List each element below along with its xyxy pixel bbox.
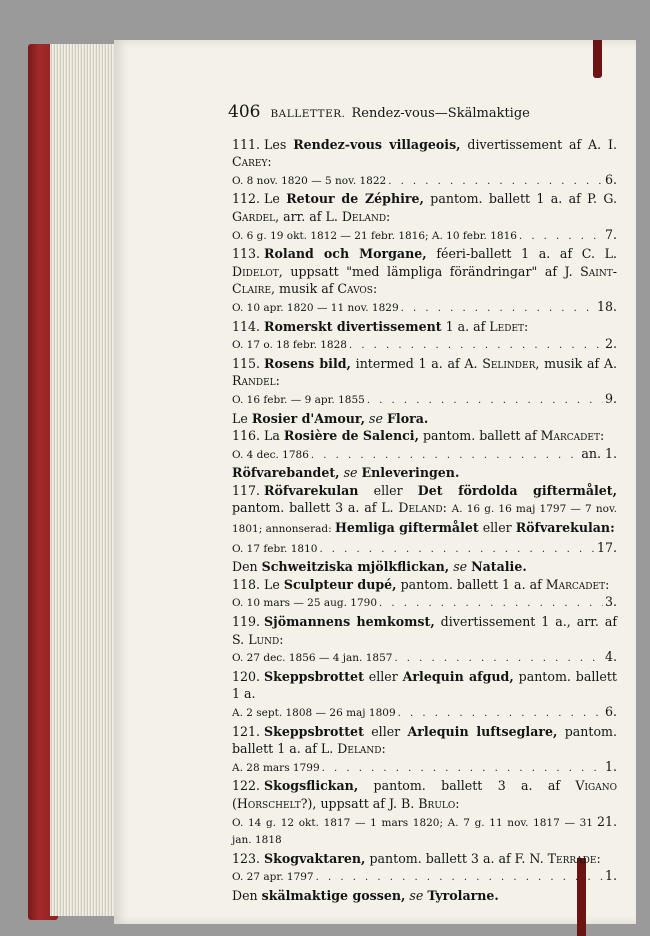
entry-author: Deland: xyxy=(398,500,447,516)
entry-desc-3: musik af xyxy=(275,281,338,297)
entry-dates-line xyxy=(232,593,617,613)
running-title: Rendez-vous—Skälmaktige xyxy=(351,106,530,121)
crossref-title: skälmaktige gossen, xyxy=(261,887,406,903)
entry-number: 117. xyxy=(232,482,261,498)
entry-title-3: Hemliga giftermålet xyxy=(334,520,479,536)
entry-119 xyxy=(232,613,617,668)
crossref-target: Natalie. xyxy=(471,559,527,575)
entry-title-2: Arlequin luftseglare, xyxy=(407,723,558,739)
entry-dates: O. 4 dec. 1786 xyxy=(232,448,309,461)
entry-count: 7. xyxy=(604,226,617,242)
entry-desc: 1 a. af xyxy=(441,318,490,334)
entry-dates: O. 27 dec. 1856 — 4 jan. 1857 xyxy=(232,652,393,665)
entry-desc-2: uppsatt "med lämpliga förändringar" af J. xyxy=(282,263,581,279)
crossref-schweitziska xyxy=(232,558,617,576)
entry-composer: Cavos: xyxy=(337,281,378,297)
entry-dates: O. 16 febr. — 9 apr. 1855 xyxy=(232,393,365,406)
crossref-see: se xyxy=(409,887,424,903)
entry-author: Vigano (Horschelt?), xyxy=(232,778,617,811)
entry-author: Terrade: xyxy=(547,850,601,866)
entry-title: Sjömannens hemkomst, xyxy=(264,614,435,630)
entry-number: 120. xyxy=(232,668,261,684)
entry-112 xyxy=(232,190,617,245)
entry-number: 122. xyxy=(232,778,261,794)
entry-composer: Randel: xyxy=(232,373,280,389)
entry-author: Marcadet: xyxy=(540,428,605,444)
entry-author: Lund: xyxy=(248,631,284,647)
entry-113 xyxy=(232,245,617,317)
entry-article: Les xyxy=(264,136,294,152)
entry-desc-2: uppsatt af J. B. xyxy=(316,795,419,811)
entry-number: 123. xyxy=(232,850,261,866)
entry-number: 112. xyxy=(232,191,261,207)
crossref-article: Den xyxy=(232,887,262,903)
crossref-target: Flora. xyxy=(386,410,429,426)
entry-115 xyxy=(232,355,617,410)
entry-dates: O. 10 apr. 1820 — 11 nov. 1829 xyxy=(232,301,399,314)
entry-dates: A. 16 g. 16 maj 1797 — 7 nov. 1801; annonserad: xyxy=(232,503,617,536)
entry-article: Le xyxy=(264,576,284,592)
entry-title: Skogsflickan, xyxy=(264,778,359,794)
entry-author: Carey: xyxy=(232,154,272,170)
entry-number: 113. xyxy=(232,246,261,262)
entry-title: Romerskt divertissement xyxy=(264,318,442,334)
entry-title: Skeppsbrottet xyxy=(264,668,364,684)
entry-number: 111. xyxy=(232,136,261,152)
entry-desc-2: pantom. ballett 3 a. af L. xyxy=(232,500,399,516)
entry-count: 4. xyxy=(604,649,617,665)
entry-count: 6. xyxy=(604,704,617,719)
crossref-rosier xyxy=(232,410,617,428)
entry-title-2: Det fördolda giftermålet, xyxy=(417,482,617,498)
entry-118 xyxy=(232,576,617,613)
entry-dates-2: O. 17 febr. 1810 xyxy=(232,542,318,555)
entry-count: 3. xyxy=(604,594,617,610)
entry-dates: O. 10 mars — 25 aug. 1790 xyxy=(232,597,378,610)
crossref-skalmaktige xyxy=(232,887,617,905)
page-number: 406 xyxy=(228,102,261,122)
entry-title-4: Röfvarekulan: xyxy=(515,520,615,536)
page-edges xyxy=(50,44,120,916)
entry-dates-line xyxy=(232,390,617,410)
entry-number: 118. xyxy=(232,576,261,592)
entry-count: 17. xyxy=(596,539,617,555)
entry-title: Sculpteur dupé, xyxy=(283,576,397,592)
entry-count: 1. xyxy=(604,758,617,774)
entry-title: Skogvaktaren, xyxy=(264,850,366,866)
entry-title: Retour de Zéphire, xyxy=(286,191,424,207)
entry-count: 21. xyxy=(596,813,617,829)
entry-number: 114. xyxy=(232,318,261,334)
entry-article: La xyxy=(264,428,284,444)
entry-dates: A. 28 mars 1799 xyxy=(232,761,320,774)
entry-desc: pantom. ballett af xyxy=(418,428,541,444)
entry-dates-line xyxy=(232,171,617,191)
entry-desc: pantom. ballett 1 a. af xyxy=(396,576,546,592)
entry-dates-line xyxy=(232,226,617,246)
entry-title: Röfvarekulan xyxy=(264,482,359,498)
entry-dates-line xyxy=(232,445,617,465)
entry-count: 6. xyxy=(604,171,617,187)
entry-author-2: Brulo: xyxy=(418,795,460,811)
entry-116 xyxy=(232,427,617,464)
entry-122 xyxy=(232,777,617,849)
entry-desc: divertissement af A. I. xyxy=(460,136,617,152)
crossref-rofvarebandet xyxy=(232,464,617,482)
entry-title: Skeppsbrottet xyxy=(264,723,364,739)
crossref-title: Rosier d'Amour, xyxy=(251,410,366,426)
entry-number: 121. xyxy=(232,723,261,739)
page-header xyxy=(228,104,617,124)
entry-number: 119. xyxy=(232,614,261,630)
entry-count: 18. xyxy=(596,298,617,314)
entry-desc-2: pantom. ballett 1 a. af L. xyxy=(232,723,617,757)
entry-dates-line xyxy=(232,648,617,668)
entry-dates: A. 2 sept. 1808 — 26 maj 1809 xyxy=(232,707,396,719)
entry-title: Rosens bild, xyxy=(264,355,351,371)
entry-desc-3: eller xyxy=(478,520,516,536)
running-head: BALLETTER. xyxy=(270,108,346,120)
entry-count: 1. xyxy=(604,868,617,884)
entry-author: Deland: xyxy=(337,741,386,757)
entry-author: Selinder, xyxy=(482,355,540,371)
crossref-article: Le xyxy=(232,410,252,426)
crossref-see: se xyxy=(343,465,358,481)
entry-title: Rendez-vous villageois, xyxy=(293,136,461,152)
crossref-target: Tyrolarne. xyxy=(427,887,499,903)
entry-dates: O. 8 nov. 1820 — 5 nov. 1822 xyxy=(232,174,387,187)
entry-121 xyxy=(232,723,617,778)
crossref-see: se xyxy=(369,410,383,426)
entry-dates-line xyxy=(232,298,617,318)
ribbon-bookmark-top xyxy=(593,40,602,78)
crossref-title: Röfvarebandet, xyxy=(232,465,340,481)
entry-title: Rosière de Salenci, xyxy=(283,428,419,444)
entry-number: 116. xyxy=(232,428,261,444)
entry-dates: O. 27 apr. 1797 xyxy=(232,871,314,884)
entry-desc: eller xyxy=(363,668,403,684)
entry-dates-line xyxy=(232,813,617,850)
crossref-title: Schweitziska mjölkflickan, xyxy=(261,559,450,575)
entry-dates-line xyxy=(232,703,617,723)
crossref-article: Den xyxy=(232,559,262,575)
entry-desc: eller xyxy=(358,482,418,498)
entry-dates-line xyxy=(232,539,617,559)
entry-title-2: Arlequin afgud, xyxy=(402,668,514,684)
entry-desc: eller xyxy=(363,723,408,739)
page-text xyxy=(228,102,618,905)
entry-number: 115. xyxy=(232,355,261,371)
entry-desc: pantom. ballett 1 a. af P. G. xyxy=(423,191,617,207)
crossref-target: Enleveringen. xyxy=(361,465,460,481)
entry-desc-2: arr. af L. xyxy=(279,208,342,224)
entry-dates: O. 14 g. 12 okt. 1817 — 1 mars 1820; A. 7 g. 11 nov. 1817 — 31 jan. 1818 xyxy=(232,816,593,847)
entry-desc: intermed 1 a. af A. xyxy=(350,355,483,371)
entry-title: Roland och Morgane, xyxy=(264,246,427,262)
entry-author: Gardel, xyxy=(232,208,280,224)
entry-desc: féeri-ballett 1 a. af C. L. xyxy=(426,246,618,262)
entry-author: Didelot, xyxy=(232,263,283,279)
entry-desc-2: musik af A. xyxy=(539,355,617,371)
entry-dates-line xyxy=(232,758,617,778)
entry-123 xyxy=(232,850,617,887)
entry-count: 2. xyxy=(604,336,617,352)
entry-desc: pantom. ballett 3 a. af F. N. xyxy=(365,850,548,866)
entry-dates-line xyxy=(232,335,617,355)
entry-author-2: Deland: xyxy=(341,208,391,224)
entry-author: Marcadet: xyxy=(545,576,610,592)
entry-article: Le xyxy=(264,191,287,207)
entry-desc-2: pantom. ballett 1 a. xyxy=(232,668,617,702)
entry-count: an. 1. xyxy=(581,445,617,461)
entry-117 xyxy=(232,482,617,558)
entry-author-2: Saint-Claire, xyxy=(232,263,617,297)
entry-author: Ledet: xyxy=(489,318,529,334)
entry-desc: divertissement 1 a., arr. af S. xyxy=(232,614,617,647)
entry-desc: pantom. ballett 3 a. af xyxy=(358,778,576,794)
entry-120 xyxy=(232,668,617,723)
entry-dates: O. 6 g. 19 okt. 1812 — 21 febr. 1816; A. 10 febr. 1816 xyxy=(232,229,517,242)
crossref-see: se xyxy=(453,559,468,575)
entry-111 xyxy=(232,136,617,191)
entry-dates-line xyxy=(232,867,617,887)
entry-dates: O. 17 o. 18 febr. 1828 xyxy=(232,339,347,352)
entry-114 xyxy=(232,318,617,355)
entry-count: 9. xyxy=(604,390,617,406)
